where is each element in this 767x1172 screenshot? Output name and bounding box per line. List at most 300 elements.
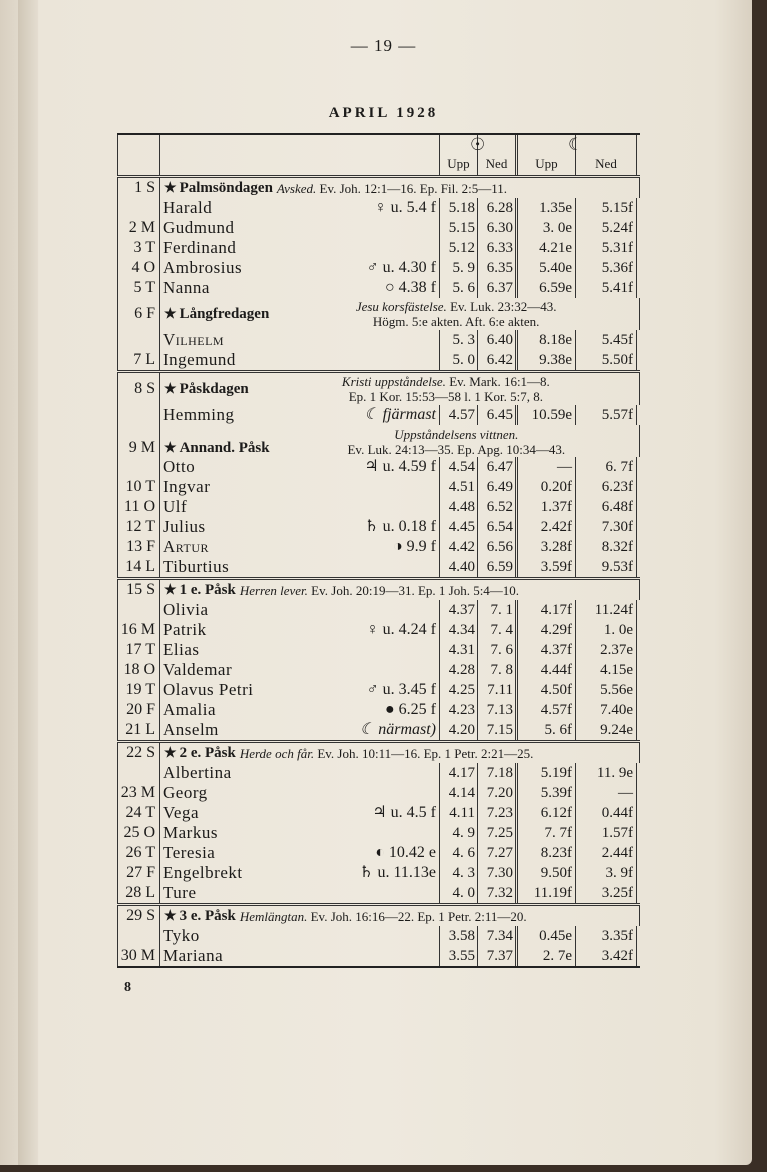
sunset: 7.30 xyxy=(478,863,518,883)
day-label xyxy=(117,198,160,218)
feast-readings xyxy=(273,299,639,329)
day-row xyxy=(117,198,640,218)
astronomical-note xyxy=(345,330,440,350)
star-icon: ★ xyxy=(164,908,177,924)
feast-body xyxy=(160,743,640,763)
sunset: 6.59 xyxy=(478,557,518,577)
moonrise: 7. 7f xyxy=(518,823,576,843)
moonset: 9.53f xyxy=(576,557,637,577)
sunset: 7.32 xyxy=(478,883,518,903)
astronomical-note xyxy=(345,883,440,903)
day-label: 3 T xyxy=(117,238,160,258)
day-label: 20 F xyxy=(117,700,160,720)
name-day: Georg xyxy=(163,783,208,802)
name-day: Artur xyxy=(163,537,210,556)
feast-body xyxy=(160,178,640,198)
feast-body xyxy=(160,298,640,330)
day-label: 29 S xyxy=(117,906,160,926)
name-day: Tiburtius xyxy=(163,557,230,576)
name-day: Otto xyxy=(163,457,196,476)
feast-day-row xyxy=(117,743,640,763)
astronomical-note: ♂ u. 4.30 f xyxy=(345,258,440,278)
signature-mark: 8 xyxy=(124,980,131,995)
sunrise: 4. 3 xyxy=(440,863,478,883)
header-moon-down xyxy=(576,135,637,175)
reading-line xyxy=(274,427,639,442)
reading-text: Ev. Joh. 16:16—22. Ep. 1 Petr. 2:11—20. xyxy=(307,908,527,924)
feast-body xyxy=(160,580,640,600)
day-label: 23 M xyxy=(117,783,160,803)
sunrise: 4.31 xyxy=(440,640,478,660)
day-row xyxy=(117,863,640,883)
header-sun-ned-label: Ned xyxy=(485,156,508,171)
astronomical-note xyxy=(345,763,440,783)
reading-line xyxy=(273,299,639,314)
day-row xyxy=(117,557,640,577)
day-row xyxy=(117,350,640,370)
day-row xyxy=(117,517,640,537)
day-row xyxy=(117,660,640,680)
page-title: APRIL 1928 xyxy=(328,105,439,121)
sunrise: 4.11 xyxy=(440,803,478,823)
feast-readings xyxy=(240,746,639,761)
moonrise: 5.39f xyxy=(518,783,576,803)
moonrise: 4.44f xyxy=(518,660,576,680)
sunset: 7.11 xyxy=(478,680,518,700)
reading-text: Ep. 1 Kor. 15:53—58 l. 1 Kor. 5:7, 8. xyxy=(348,389,544,404)
astronomical-note xyxy=(345,600,440,620)
day-row xyxy=(117,600,640,620)
day-label: 6 F xyxy=(117,298,160,330)
sunrise: 4.57 xyxy=(440,405,478,425)
sunrise: 4.40 xyxy=(440,557,478,577)
feast-body xyxy=(160,906,640,926)
sunset: 7.13 xyxy=(478,700,518,720)
moonset: 7.40e xyxy=(576,700,637,720)
reading-text: Högm. 5:e akten. Aft. 6:e akten. xyxy=(372,314,540,329)
sunset: 7. 4 xyxy=(478,620,518,640)
moonset: 5.41f xyxy=(576,278,637,298)
moonset: 3.42f xyxy=(576,946,637,966)
day-label: 16 M xyxy=(117,620,160,640)
reading-text: Ev. Joh. 12:1—16. Ep. Fil. 2:5—11. xyxy=(316,180,508,196)
feast-body xyxy=(160,425,640,457)
moonset: 6.23f xyxy=(576,477,637,497)
moon-icon: ☾ xyxy=(568,135,584,154)
name-day: Amalia xyxy=(163,700,217,719)
astronomical-note: ● 6.25 f xyxy=(345,700,440,720)
astronomical-note xyxy=(345,557,440,577)
feast-readings xyxy=(253,374,639,404)
sunrise: 5. 0 xyxy=(440,350,478,370)
day-label: 1 S xyxy=(117,178,160,198)
moonrise: 1.35e xyxy=(518,198,576,218)
astronomical-note: ◑ 9.9 f xyxy=(345,537,440,557)
sunset: 6.40 xyxy=(478,330,518,350)
moonset: 5.45f xyxy=(576,330,637,350)
week-section xyxy=(117,740,640,903)
astronomical-note xyxy=(345,823,440,843)
sunrise: 5.18 xyxy=(440,198,478,218)
moonrise: 10.59e xyxy=(518,405,576,425)
day-label xyxy=(117,405,160,425)
reading-line xyxy=(240,746,639,761)
feast-day-row xyxy=(117,373,640,405)
sunrise: 4.42 xyxy=(440,537,478,557)
astronomical-note: ♃ u. 4.5 f xyxy=(345,803,440,823)
reading-text: Ev. Luk. 24:13—35. Ep. Apg. 10:34—43. xyxy=(347,442,566,457)
reading-theme: Uppståndelsens vittnen. xyxy=(394,427,519,442)
moonrise: 5.19f xyxy=(518,763,576,783)
moonrise: 4.17f xyxy=(518,600,576,620)
moonrise: 6.12f xyxy=(518,803,576,823)
name-day: Ulf xyxy=(163,497,188,516)
reading-line xyxy=(273,314,639,329)
day-label: 17 T xyxy=(117,640,160,660)
moonrise: — xyxy=(518,457,576,477)
feast-title-text: Palmsöndagen xyxy=(179,179,273,196)
moonrise: 2. 7e xyxy=(518,946,576,966)
name-day: Ture xyxy=(163,883,197,902)
day-label xyxy=(117,330,160,350)
feast-title xyxy=(164,745,236,762)
moonset: 5.50f xyxy=(576,350,637,370)
moonrise: 3.59f xyxy=(518,557,576,577)
name-day: Valdemar xyxy=(163,660,233,679)
moonrise: 8.23f xyxy=(518,843,576,863)
day-label: 25 O xyxy=(117,823,160,843)
sunrise: 4. 6 xyxy=(440,843,478,863)
feast-day-row xyxy=(117,298,640,330)
name-day: Olivia xyxy=(163,600,209,619)
moonset: 5.31f xyxy=(576,238,637,258)
sunset: 6.37 xyxy=(478,278,518,298)
feast-title-text: Långfredagen xyxy=(179,305,270,322)
feast-day-row xyxy=(117,580,640,600)
day-label xyxy=(117,763,160,783)
moonrise: 0.20f xyxy=(518,477,576,497)
moonrise: 9.38e xyxy=(518,350,576,370)
moonset: 5.56e xyxy=(576,680,637,700)
reading-line xyxy=(240,583,639,598)
almanac-table xyxy=(117,133,640,968)
name-day: Elias xyxy=(163,640,200,659)
feast-title xyxy=(164,306,269,323)
name-day: Albertina xyxy=(163,763,232,782)
day-label: 28 L xyxy=(117,883,160,903)
sunset: 7.37 xyxy=(478,946,518,966)
reading-theme: Avsked. xyxy=(276,180,317,196)
sunrise: 5. 6 xyxy=(440,278,478,298)
page-number: — 19 — xyxy=(350,36,417,55)
day-label: 24 T xyxy=(117,803,160,823)
astronomical-note xyxy=(345,218,440,238)
sunrise: 4.17 xyxy=(440,763,478,783)
name-day: Markus xyxy=(163,823,218,842)
moonrise: 6.59e xyxy=(518,278,576,298)
feast-title xyxy=(164,582,236,599)
sunset: 6.30 xyxy=(478,218,518,238)
day-label xyxy=(117,457,160,477)
sunset: 6.56 xyxy=(478,537,518,557)
sunset: 6.45 xyxy=(478,405,518,425)
day-row xyxy=(117,700,640,720)
feast-day-row xyxy=(117,178,640,198)
moonrise: 11.19f xyxy=(518,883,576,903)
sunrise: 4.20 xyxy=(440,720,478,740)
day-label: 27 F xyxy=(117,863,160,883)
moonset: 6. 7f xyxy=(576,457,637,477)
moonset: 2.37e xyxy=(576,640,637,660)
feast-title xyxy=(164,908,236,925)
day-row xyxy=(117,457,640,477)
day-row xyxy=(117,497,640,517)
name-day: Engelbrekt xyxy=(163,863,243,882)
name-day: Mariana xyxy=(163,946,224,965)
feast-title xyxy=(164,180,273,197)
star-icon: ★ xyxy=(164,745,177,761)
day-row xyxy=(117,946,640,966)
name-day: Nanna xyxy=(163,278,210,297)
name-day: Patrik xyxy=(163,620,207,639)
day-row xyxy=(117,537,640,557)
reading-theme: Herren lever. xyxy=(239,582,308,598)
astronomical-note xyxy=(345,660,440,680)
moonset: 5.36f xyxy=(576,258,637,278)
feast-title xyxy=(164,381,249,398)
moonset: 9.24e xyxy=(576,720,637,740)
sunrise: 5. 3 xyxy=(440,330,478,350)
astronomical-note: ♂ u. 3.45 f xyxy=(345,680,440,700)
reading-line xyxy=(274,442,639,457)
week-section xyxy=(117,370,640,577)
feast-title-text: 2 e. Påsk xyxy=(179,744,236,761)
feast-title-text: Påskdagen xyxy=(179,380,249,397)
feast-day-row xyxy=(117,425,640,457)
day-label: 12 T xyxy=(117,517,160,537)
astronomical-note: ♀ u. 4.24 f xyxy=(345,620,440,640)
day-label: 22 S xyxy=(117,743,160,763)
sunrise: 4.37 xyxy=(440,600,478,620)
feast-readings xyxy=(277,181,639,196)
sunrise: 3.55 xyxy=(440,946,478,966)
reading-line xyxy=(253,374,639,389)
name-day: Vilhelm xyxy=(163,330,225,349)
moonset: 3. 9f xyxy=(576,863,637,883)
header-day-cell xyxy=(117,135,160,175)
moonset: 0.44f xyxy=(576,803,637,823)
moonset: 11. 9e xyxy=(576,763,637,783)
astronomical-note xyxy=(345,350,440,370)
day-row xyxy=(117,405,640,425)
sunset: 6.47 xyxy=(478,457,518,477)
astronomical-note xyxy=(345,946,440,966)
header-sun-up xyxy=(440,135,486,175)
moonset: 5.57f xyxy=(576,405,637,425)
astronomical-note: ♄ u. 0.18 f xyxy=(345,517,440,537)
day-row xyxy=(117,763,640,783)
day-label: 19 T xyxy=(117,680,160,700)
name-day: Julius xyxy=(163,517,206,536)
day-label: 2 M xyxy=(117,218,160,238)
feast-title xyxy=(164,440,270,457)
sunrise: 4.25 xyxy=(440,680,478,700)
day-label: 7 L xyxy=(117,350,160,370)
astronomical-note xyxy=(345,477,440,497)
star-icon: ★ xyxy=(164,381,177,397)
name-day: Teresia xyxy=(163,843,216,862)
header-moon-up xyxy=(518,135,584,175)
moonset: — xyxy=(576,783,637,803)
moonrise: 4.21e xyxy=(518,238,576,258)
day-label: 11 O xyxy=(117,497,160,517)
sunrise: 4.51 xyxy=(440,477,478,497)
sunset: 6.33 xyxy=(478,238,518,258)
sunset: 7.34 xyxy=(478,926,518,946)
week-section xyxy=(117,903,640,966)
moonset: 8.32f xyxy=(576,537,637,557)
moonset: 2.44f xyxy=(576,843,637,863)
moonset: 5.24f xyxy=(576,218,637,238)
reading-line xyxy=(253,389,639,404)
sunset: 6.42 xyxy=(478,350,518,370)
moonrise: 4.37f xyxy=(518,640,576,660)
moonrise: 5.40e xyxy=(518,258,576,278)
day-label: 10 T xyxy=(117,477,160,497)
day-row xyxy=(117,720,640,740)
reading-line xyxy=(240,909,639,924)
name-day: Gudmund xyxy=(163,218,235,237)
sunset: 7. 1 xyxy=(478,600,518,620)
sunrise: 5.15 xyxy=(440,218,478,238)
name-day: Tyko xyxy=(163,926,200,945)
feast-title-text: 1 e. Påsk xyxy=(179,581,236,598)
astronomical-note xyxy=(345,926,440,946)
day-row xyxy=(117,238,640,258)
header-moon-ned-label: Ned xyxy=(595,156,617,171)
sunrise: 4. 0 xyxy=(440,883,478,903)
day-label: 21 L xyxy=(117,720,160,740)
sunset: 7.18 xyxy=(478,763,518,783)
sunset: 6.52 xyxy=(478,497,518,517)
moonrise: 3.28f xyxy=(518,537,576,557)
feast-body xyxy=(160,373,640,405)
sunrise: 4.54 xyxy=(440,457,478,477)
sunrise: 3.58 xyxy=(440,926,478,946)
name-day: Ingemund xyxy=(163,350,236,369)
day-row xyxy=(117,926,640,946)
sunrise: 4.48 xyxy=(440,497,478,517)
day-label xyxy=(117,926,160,946)
moonrise: 2.42f xyxy=(518,517,576,537)
sunrise: 4.45 xyxy=(440,517,478,537)
day-label: 9 M xyxy=(117,425,160,457)
header-name-cell xyxy=(160,135,345,175)
astronomical-note xyxy=(345,783,440,803)
header-sun-upp-label: Upp xyxy=(447,156,470,171)
reading-text: Ev. Luk. 23:32—43. xyxy=(446,299,557,314)
name-day: Hemming xyxy=(163,405,235,424)
astronomical-note xyxy=(345,238,440,258)
day-row xyxy=(117,883,640,903)
moonrise: 8.18e xyxy=(518,330,576,350)
moonrise: 0.45e xyxy=(518,926,576,946)
astronomical-note: ♀ u. 5.4 f xyxy=(345,198,440,218)
day-label: 26 T xyxy=(117,843,160,863)
day-label: 30 M xyxy=(117,946,160,966)
sun-icon: ☉ xyxy=(470,135,486,154)
moonset: 3.35f xyxy=(576,926,637,946)
day-label: 15 S xyxy=(117,580,160,600)
moonset: 4.15e xyxy=(576,660,637,680)
moonrise: 1.37f xyxy=(518,497,576,517)
header-moon-upp-label: Upp xyxy=(535,156,558,171)
moonset: 1.57f xyxy=(576,823,637,843)
name-day: Olavus Petri xyxy=(163,680,254,699)
page-gutter xyxy=(18,0,38,1165)
moonrise: 5. 6f xyxy=(518,720,576,740)
moonset: 11.24f xyxy=(576,600,637,620)
astronomical-note xyxy=(345,497,440,517)
moonrise: 9.50f xyxy=(518,863,576,883)
moonset: 6.48f xyxy=(576,497,637,517)
reading-theme: Jesu korsfästelse. xyxy=(355,299,447,314)
day-row xyxy=(117,477,640,497)
name-day: Vega xyxy=(163,803,199,822)
astronomical-note: ○ 4.38 f xyxy=(345,278,440,298)
sunset: 7.20 xyxy=(478,783,518,803)
astronomical-note xyxy=(345,640,440,660)
sunset: 7. 8 xyxy=(478,660,518,680)
day-label xyxy=(117,600,160,620)
sunrise: 4.14 xyxy=(440,783,478,803)
sunset: 6.54 xyxy=(478,517,518,537)
astronomical-note: ◐ 10.42 e xyxy=(345,843,440,863)
moonrise: 3. 0e xyxy=(518,218,576,238)
moonrise: 4.29f xyxy=(518,620,576,640)
astronomical-note: ☾ fjärmast xyxy=(345,405,440,425)
sunrise: 4. 9 xyxy=(440,823,478,843)
reading-text: Ev. Joh. 10:11—16. Ep. 1 Petr. 2:21—25. xyxy=(314,745,534,761)
sunset: 7.15 xyxy=(478,720,518,740)
table-header xyxy=(117,135,640,175)
sunset: 6.35 xyxy=(478,258,518,278)
day-row xyxy=(117,640,640,660)
name-day: Ambrosius xyxy=(163,258,243,277)
reading-theme: Kristi uppståndelse. xyxy=(341,374,446,389)
name-day: Ingvar xyxy=(163,477,211,496)
astronomical-note: ☾ närmast) xyxy=(345,720,440,740)
day-row xyxy=(117,258,640,278)
moonset: 1. 0e xyxy=(576,620,637,640)
reading-text: Ev. Joh. 20:19—31. Ep. 1 Joh. 5:4—10. xyxy=(307,582,520,598)
name-day: Ferdinand xyxy=(163,238,237,257)
star-icon: ★ xyxy=(164,441,177,456)
sunset: 7.27 xyxy=(478,843,518,863)
feast-day-row xyxy=(117,906,640,926)
sunrise: 5.12 xyxy=(440,238,478,258)
day-row xyxy=(117,783,640,803)
feast-title-text: 3 e. Påsk xyxy=(179,907,236,924)
day-row xyxy=(117,218,640,238)
reading-line xyxy=(277,181,639,196)
sunrise: 5. 9 xyxy=(440,258,478,278)
day-row xyxy=(117,620,640,640)
moonrise: 4.50f xyxy=(518,680,576,700)
astronomical-note: ♃ u. 4.59 f xyxy=(345,457,440,477)
star-icon: ★ xyxy=(164,582,177,598)
sunset: 7. 6 xyxy=(478,640,518,660)
